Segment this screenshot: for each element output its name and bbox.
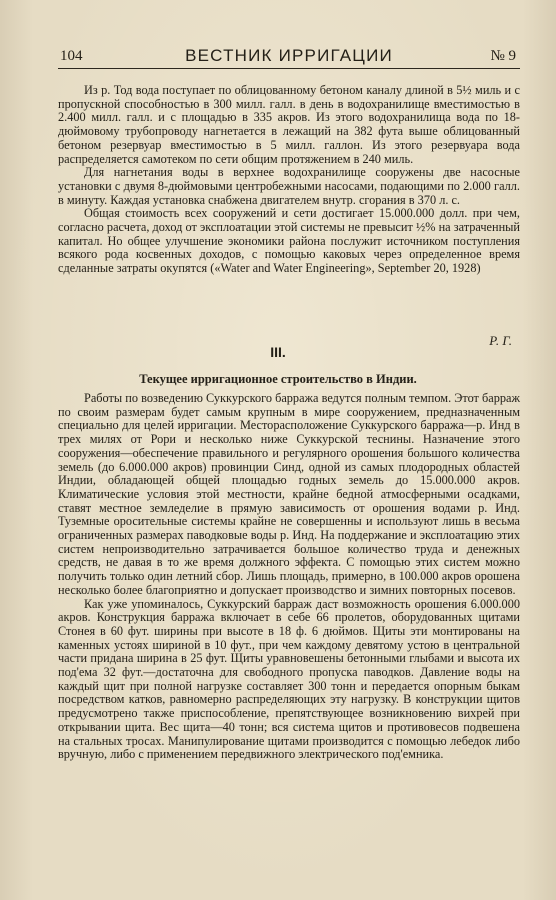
- page-header: [58, 46, 520, 69]
- section-number: III.: [270, 344, 286, 360]
- paragraph: Как уже упоминалось, Суккурский барраж даст возможность орошения 6.000.000 акров. Конструкция барража включает в себе 66 пролетов, оборудованных щитами Стонея в 60 фут. ширины при высоте в 18 ф. 6 дюймов. Щиты эти монтированы на каменных устоях шириной в 10 фут., при чем каждому девятому устою в центральной части придана ширина в 25 фут. Щиты уравновешены бетонными глыбами и высота их под'ема 32 фут.—достаточна для свободного пропуска паводков. Давление воды на каждый щит при полной нагрузке составляет 300 тонн и передается опорным быкам посредством катков, равномерно распределяющих эту нагрузку. В конструкции щитов предусмотрено также приспособление, препятствующее возникновению вихрей при открывании щита. Вес щита—40 тонн; вся система щитов и противовесов подвешена на стальных тросах. Манипулирование щитами производится с помощью лебедок либо вручную, либо с применением передвижного электрического под'емника.: [58, 596, 520, 762]
- paragraph: Работы по возведению Суккурского барража ведутся полным темпом. Этот барраж по своим размерам будет самым крупным в мире сооружением, предназначенным специально для целей ирригации. Местоpасположение Суккурского барража—р. Инд в трех милях от Рори и несколько ниже Суккурской теснины. Назначение этого сооружения—обеспечение правильного и регулярного орошения большого количества земель (до 6.000.000 акров) провинции Синд, одной из самых плодородных областей Индии, обладающей общей площадью годных земель до 15.000.000 акров. Климатические условия этой местности, крайне бедной атмосферными осадками, ставят местное земледелие в прямую зависимость от орошения водами р. Инд. Туземные оросительные системы крайне не совершенны и используют лишь в весьма ограниченных размерах паводковые воды р. Инд. На поддержание и эксплоатацию этих систем непроизводительно затрачивается большое количество труда и денежных средств, не давая в то же время должного эффекта. С помощью этих систем можно получить только один летний сбор. Лишь площадь, примерно, в 100.000 акров орошена несколько более благоприятно и допускает производство и зимних повторных посевов.: [58, 391, 520, 597]
- author-signature: Р. Г.: [489, 333, 512, 348]
- paragraph: Общая стоимость всех сооружений и сети достигает 15.000.000 долл. при чем, согласно расчета, доход от эксплоатации этой системы не превысит ½% на затраченный капитал. Но общее улучшение экономики района послужит источником поступления всякого рода косвенных доходов, с помощью каковых через определенное время сделанные затраты окупятся («Water and Water Engineering», September 20, 1928): [58, 206, 520, 276]
- section-title: Текущее ирригационное строительство в Индии.: [139, 372, 417, 386]
- article-text-section: [58, 392, 520, 762]
- paragraph: Для нагнетания воды в верхнее водохранилище сооружены две насосные установки с двумя 8-дюймовыми центробежными насосами, подающими по 2.000 галл. в минуту. Каждая установка снабжена двигателем внутр. сгорания в 370 л. с.: [58, 165, 520, 207]
- issue-number: № 9: [490, 48, 516, 64]
- article-text-top: [58, 84, 520, 276]
- paragraph: Из р. Тод вода поступает по облицованному бетоном каналу длиной в 5½ миль и с пропускной способностью в 300 милл. галл. в день в водохранилище вместимостью в 2.400 милл. галл. и с площадью в 335 акров. Из этого водохранилища вода по 18-дюймовому трубопроводу нагнетается в лежащий на 382 фута выше облицованный бетоном резервуар вместимостью в 5 милл. галлон. Из этого резервуара вода распределяется самотеком по сети общим протяжением в 240 миль.: [58, 83, 520, 166]
- page-number: 104: [60, 48, 83, 64]
- journal-title: ВЕСТНИК ИРРИГАЦИИ: [185, 46, 393, 65]
